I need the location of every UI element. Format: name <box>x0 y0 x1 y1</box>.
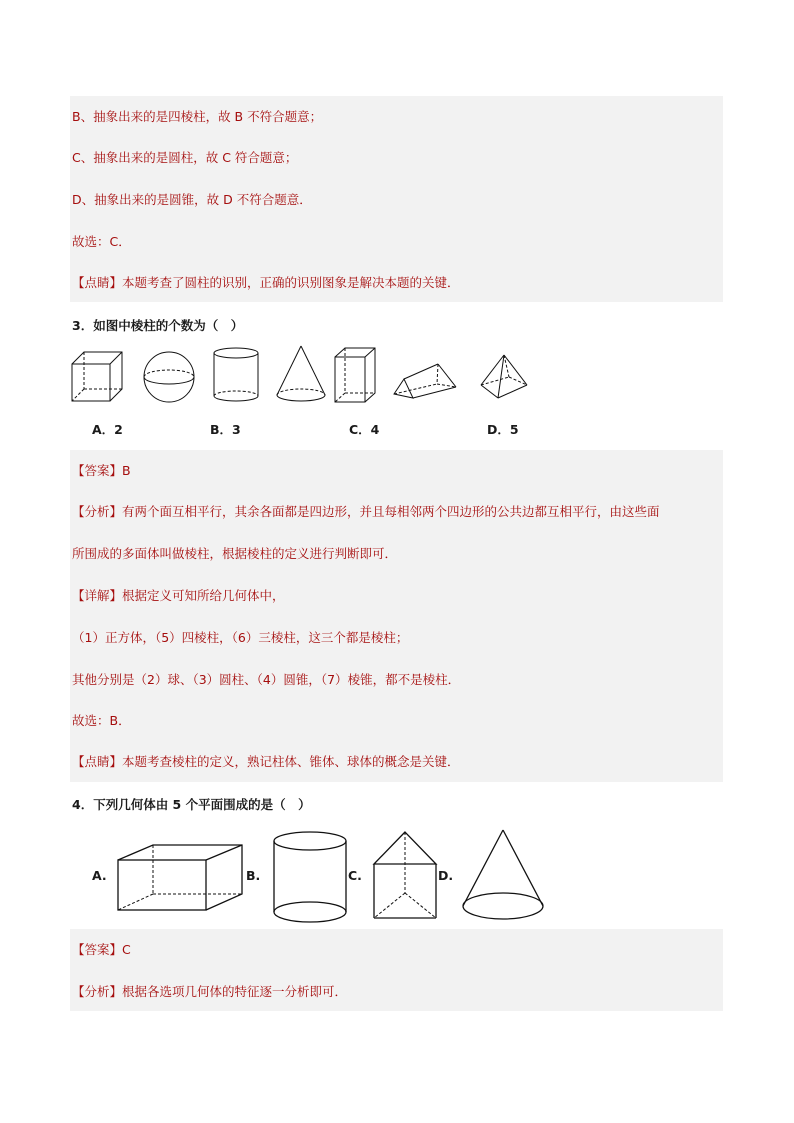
prev-option-b-text: B、抽象出来的是四棱柱，故 B 不符合题意； <box>72 109 323 124</box>
sphere-figure <box>141 350 197 404</box>
q4-cone-figure <box>460 828 546 924</box>
q3-answer: 【答案】B <box>72 463 131 478</box>
q3-analysis-line-2: 所围成的多面体叫做棱柱，根据棱柱的定义进行判断即可． <box>72 546 398 561</box>
q3-solution-band <box>70 450 723 782</box>
q4-option-b-label[interactable]: B. <box>246 868 261 883</box>
q3-choice: 故选：B． <box>72 713 131 728</box>
prev-option-d-text: D、抽象出来的是圆锥，故 D 不符合题意． <box>72 192 312 207</box>
q4-option-c-label[interactable]: C. <box>348 868 362 883</box>
square-prism-figure <box>333 346 379 406</box>
q4-cylinder-figure <box>271 830 349 926</box>
q3-option-b[interactable]: B．3 <box>210 422 241 437</box>
prev-choice-text: 故选：C． <box>72 234 131 249</box>
q4-triangular-prism-figure <box>371 830 439 922</box>
q3-option-a[interactable]: A．2 <box>92 422 123 437</box>
q3-detail-line-2: 其他分别是（2）球、（3）圆柱、（4）圆锥，（7）棱锥，都不是棱柱． <box>72 672 461 687</box>
prev-option-c-text: C、抽象出来的是圆柱，故 C 符合题意； <box>72 150 298 165</box>
q3-stem: 3．如图中棱柱的个数为（ ） <box>72 318 244 333</box>
cylinder-figure <box>211 346 261 404</box>
cone-figure <box>274 344 328 404</box>
q3-option-d[interactable]: D．5 <box>487 422 519 437</box>
q3-analysis-line-1: 【分析】有两个面互相平行，其余各面都是四边形，并且每相邻两个四边形的公共边都互相平行，由这些面 <box>72 504 660 519</box>
prev-note-text: 【点睛】本题考查了圆柱的识别，正确的识别图象是解决本题的关键． <box>72 275 460 290</box>
q4-option-a-label[interactable]: A. <box>92 868 107 883</box>
q4-analysis: 【分析】根据各选项几何体的特征逐一分析即可． <box>72 984 348 999</box>
q3-detail-intro: 【详解】根据定义可知所给几何体中， <box>72 588 285 603</box>
pyramid-figure <box>478 352 530 404</box>
cube-figure <box>70 350 124 404</box>
q3-option-c[interactable]: C．4 <box>349 422 380 437</box>
q4-option-d-label[interactable]: D. <box>438 868 454 883</box>
q3-note: 【点睛】本题考查棱柱的定义，熟记柱体、锥体、球体的概念是关键． <box>72 754 460 769</box>
q4-cuboid-figure <box>115 842 247 914</box>
triangular-prism-figure <box>391 360 461 402</box>
q3-detail-line-1: （1）正方体，（5）四棱柱，（6）三棱柱，这三个都是棱柱； <box>72 630 409 645</box>
q4-answer: 【答案】C <box>72 942 131 957</box>
q4-stem: 4．下列几何体由 5 个平面围成的是（ ） <box>72 797 311 812</box>
